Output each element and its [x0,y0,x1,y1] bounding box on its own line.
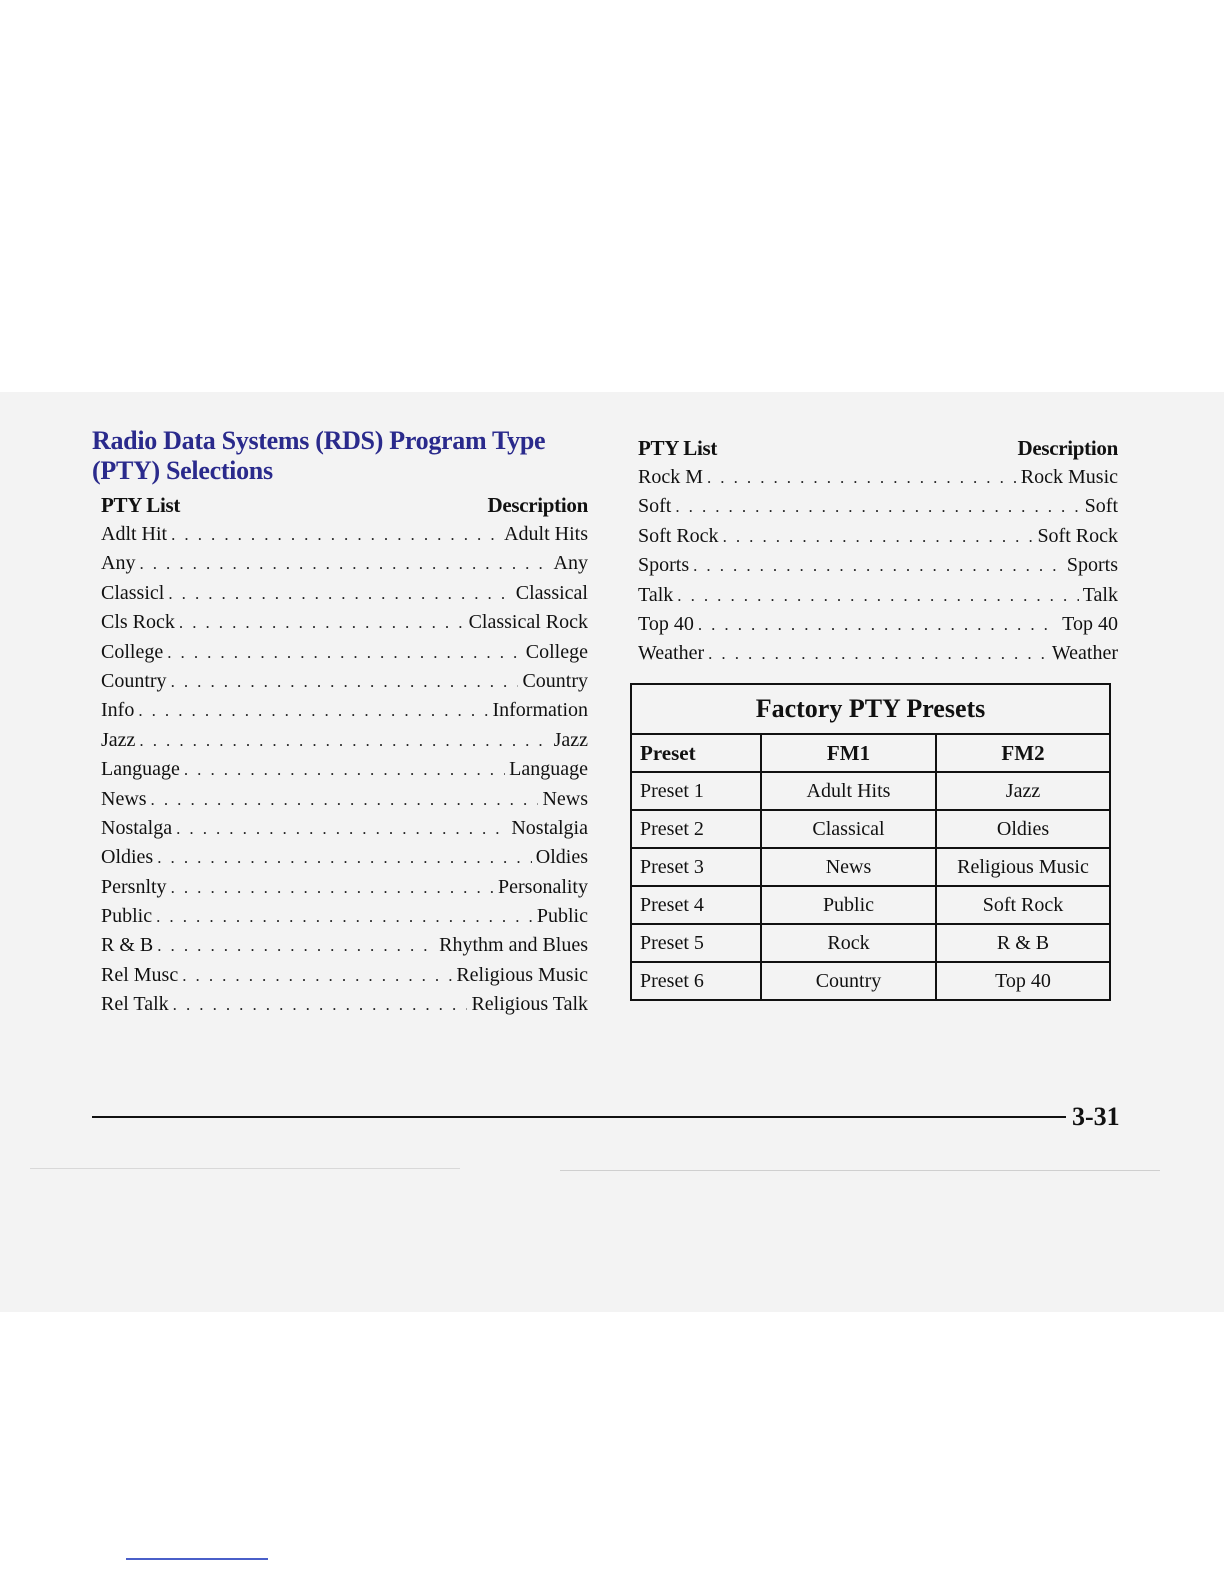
dot-leader [171,520,500,549]
table-cell: Preset 3 [631,848,761,886]
dot-leader [167,638,522,667]
list-item [101,931,588,960]
table-cell: Country [761,962,936,1000]
pty-code: Adlt Hit [101,523,168,545]
dot-leader [707,463,1017,492]
pty-description: Soft [1084,495,1118,518]
list-item [101,608,588,637]
table-cell: R & B [936,924,1110,962]
pty-description: Nostalgia [511,816,588,839]
description-heading: Description [487,493,588,517]
table-cell: Rock [761,924,936,962]
table-caption: Factory PTY Presets [631,684,1110,734]
table-row [631,924,1110,962]
list-item [101,902,588,931]
pty-description: Information [492,699,588,722]
dot-leader [138,696,488,725]
table-cell: Preset 5 [631,924,761,962]
list-item [101,755,588,784]
scan-artifact-line [560,1170,1160,1171]
list-item [101,520,588,549]
dot-leader [171,667,519,696]
list-item [101,726,588,755]
pty-code: Top 40 [638,612,694,635]
pty-description: Religious Music [456,963,588,986]
dot-leader [157,843,532,872]
list-item [101,961,588,990]
dot-leader [171,873,494,902]
pty-code: Rel Talk [101,993,169,1016]
factory-presets-table [630,683,1111,1001]
pty-description: Weather [1051,642,1118,665]
pty-list-heading: PTY List [638,436,718,460]
table-row [631,772,1110,810]
dot-leader [176,814,507,843]
right-list-header [638,433,1118,463]
pty-code: Cls Rock [101,611,175,634]
pty-description: Public [536,905,588,928]
table-cell: Adult Hits [761,772,936,810]
column-header: FM2 [936,734,1110,772]
pty-description: Language [509,758,588,781]
pty-description: Rhythm and Blues [439,934,588,957]
pty-code: Soft [638,495,672,518]
list-item [101,843,588,872]
pty-description: Jazz [553,728,588,751]
list-item [638,581,1118,610]
dot-leader [677,581,1078,610]
table-cell: Preset 6 [631,962,761,1000]
pty-description: Oldies [535,846,588,869]
table-cell: Oldies [936,810,1110,848]
dot-leader [139,726,549,755]
pty-description: Sports [1066,554,1118,577]
pty-code: Public [101,905,153,928]
pty-code: Country [101,669,167,692]
pty-description: Country [522,669,588,692]
pty-list-heading: PTY List [101,493,181,517]
dot-leader [157,931,435,960]
left-list-header [92,490,588,520]
list-item [101,579,588,608]
right-pty-list [638,463,1118,669]
table-cell: Preset 2 [631,810,761,848]
list-item [638,610,1118,639]
left-column [92,426,588,1020]
bottom-accent-line [126,1558,268,1560]
pty-code: News [101,787,147,810]
list-item [638,522,1118,551]
pty-code: Sports [638,554,690,577]
pty-code: Language [101,758,180,781]
pty-code: Info [101,699,135,722]
dot-leader [182,961,452,990]
list-item [101,667,588,696]
pty-description: Soft Rock [1037,524,1118,547]
pty-code: Talk [638,583,674,606]
table-cell: News [761,848,936,886]
dot-leader [156,902,533,931]
table-cell: Soft Rock [936,886,1110,924]
list-item [101,549,588,578]
dot-leader [693,551,1063,580]
list-item [101,814,588,843]
right-column [638,433,1118,669]
pty-description: Adult Hits [504,523,588,545]
dot-leader [708,639,1048,668]
table-cell: Religious Music [936,848,1110,886]
pty-description: Talk [1082,583,1118,606]
dot-leader [184,755,505,784]
table-cell: Top 40 [936,962,1110,1000]
table-cell: Public [761,886,936,924]
pty-code: Classicl [101,581,165,604]
table-row [631,810,1110,848]
table-cell: Preset 1 [631,772,761,810]
pty-description: Religious Talk [471,993,588,1016]
list-item [101,785,588,814]
dot-leader [675,492,1080,521]
dot-leader [173,990,468,1019]
dot-leader [698,610,1058,639]
dot-leader [139,549,549,578]
column-header: FM1 [761,734,936,772]
pty-description: Personality [498,875,588,898]
pty-code: Oldies [101,846,154,869]
list-item [101,990,588,1019]
pty-code: Soft Rock [638,524,719,547]
table-header-row [631,734,1110,772]
pty-code: Any [101,552,136,575]
list-item [638,492,1118,521]
list-item [101,696,588,725]
dot-leader [168,579,511,608]
dot-leader [723,522,1034,551]
list-item [638,463,1118,492]
list-item [638,551,1118,580]
table-row [631,848,1110,886]
table-cell: Preset 4 [631,886,761,924]
scan-artifact-line [30,1168,460,1169]
column-header: Preset [631,734,761,772]
pty-code: Persnlty [101,875,167,898]
table-caption-row [631,684,1110,734]
pty-code: College [101,640,164,663]
list-item [101,638,588,667]
table-row [631,886,1110,924]
pty-code: Jazz [101,728,136,751]
left-pty-list [92,520,588,1020]
footer-rule [92,1116,1066,1118]
list-item [101,873,588,902]
pty-description: News [542,787,588,810]
pty-description: Any [553,552,588,575]
pty-description: College [525,640,588,663]
pty-description: Classical Rock [468,611,588,634]
description-heading: Description [1017,436,1118,460]
pty-code: R & B [101,934,154,957]
page-number: 3-31 [1072,1102,1120,1131]
table-cell: Classical [761,810,936,848]
list-item [638,639,1118,668]
pty-code: Rock M [638,466,703,488]
pty-description: Classical [515,581,588,604]
pty-code: Nostalga [101,816,173,839]
table-row [631,962,1110,1000]
pty-description: Rock Music [1020,466,1118,488]
pty-code: Rel Musc [101,963,179,986]
dot-leader [151,785,539,814]
dot-leader [179,608,465,637]
section-title: Radio Data Systems (RDS) Program Type (PTY) Selections [92,426,546,485]
table-cell: Jazz [936,772,1110,810]
pty-description: Top 40 [1062,612,1118,635]
pty-code: Weather [638,642,705,665]
